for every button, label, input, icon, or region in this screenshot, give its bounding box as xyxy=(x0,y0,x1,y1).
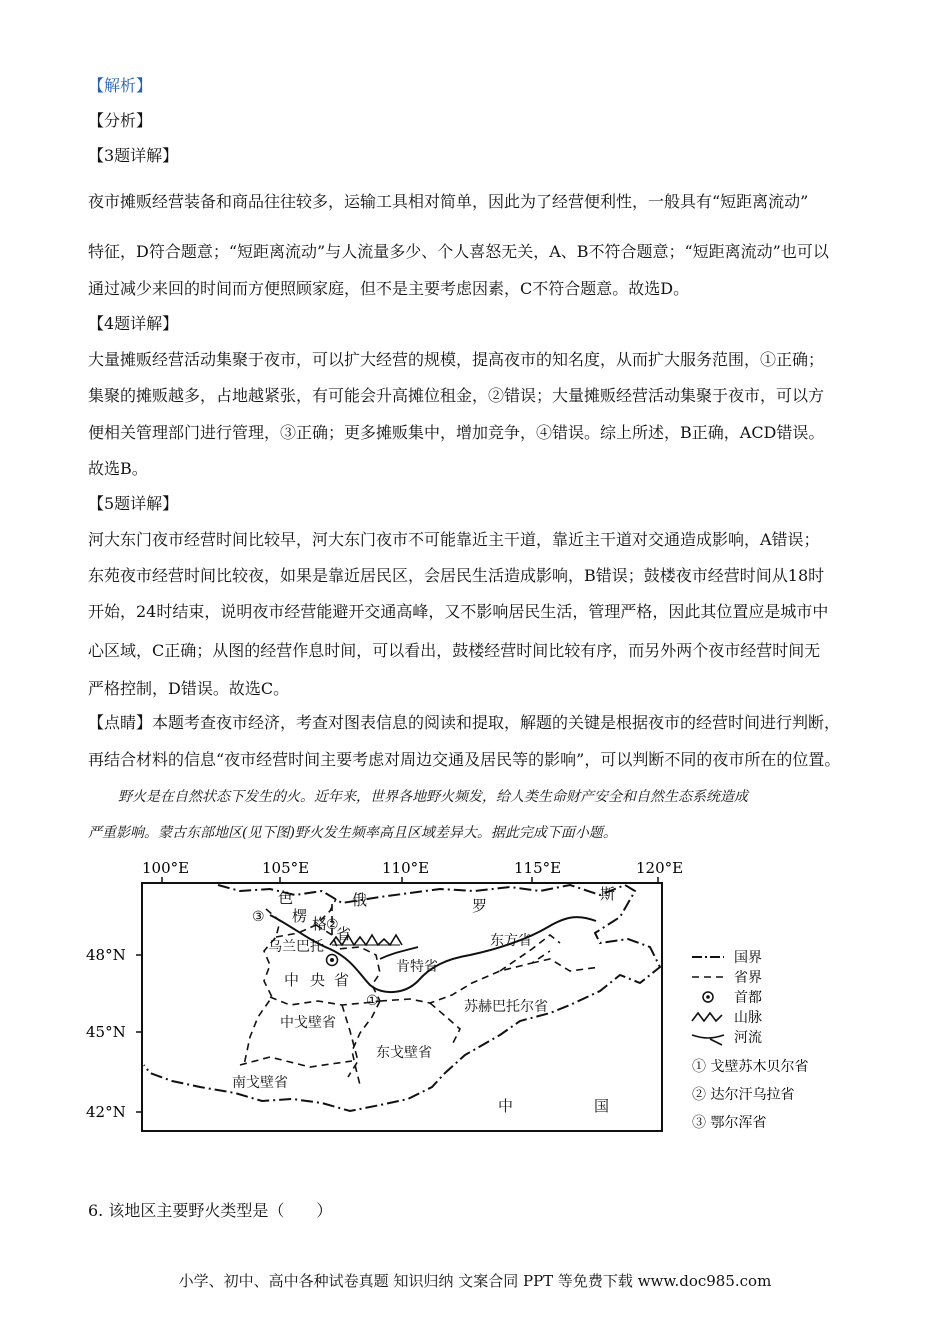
q4-line-2: 集聚的摊贩越多，占地越紧张，有可能会升高摊位租金，②错误；大量摊贩经营活动集聚于夜市，可以方 xyxy=(88,386,825,405)
capital-marker xyxy=(327,955,338,966)
intro-line-2: 严重影响。蒙古东部地区(见下图)野火发生频率高且区域差异大。据此完成下面小题。 xyxy=(88,825,617,841)
lon-label: 105°E xyxy=(262,859,310,877)
place-label: 央 xyxy=(310,971,326,989)
legend-note: ② 达尔汗乌拉省 xyxy=(692,1087,795,1103)
place-label: 格 xyxy=(312,915,328,933)
dianjing-line-1: 【点睛】本题考查夜市经济，考查对图表信息的阅读和提取，解题的关键是根据夜市的经营时间进行判断， xyxy=(88,713,841,732)
mongolia-wildfire-map xyxy=(80,855,820,1155)
place-label: 色 xyxy=(278,889,294,907)
place-label: 苏赫巴托尔省 xyxy=(464,999,548,1015)
place-label: 楞 xyxy=(292,907,308,925)
place-label: 中 xyxy=(498,1097,514,1115)
q5-line-5: 严格控制，D错误。故选C。 xyxy=(88,679,290,698)
place-label: ② xyxy=(326,917,339,933)
map-frame xyxy=(142,883,662,1131)
legend-label: 省界 xyxy=(734,970,762,986)
place-label: 罗 xyxy=(472,897,488,915)
q4-line-3: 便相关管理部门进行管理，③正确；更多摊贩集中，增加竞争，④错误。综上所述，B正确，ACD错误。 xyxy=(88,423,825,442)
place-label: 南戈壁省 xyxy=(232,1075,288,1091)
lon-label: 115°E xyxy=(514,859,562,877)
axis-ticks xyxy=(136,877,658,1112)
place-label: 肯特省 xyxy=(396,959,438,975)
q5-heading: 【5题详解】 xyxy=(88,494,179,513)
q4-line-4: 故选B。 xyxy=(88,459,148,478)
place-label: 东戈壁省 xyxy=(376,1045,432,1061)
lon-label: 120°E xyxy=(636,859,684,877)
analysis-heading: 【解析】 xyxy=(88,76,153,95)
legend-label: 河流 xyxy=(734,1030,762,1046)
legend-label: 首都 xyxy=(734,990,762,1006)
fenxi-heading: 【分析】 xyxy=(88,111,153,130)
q5-line-3: 开始，24时结束，说明夜市经营能避开交通高峰，又不影响居民生活，管理严格，因此其位置应是城市中 xyxy=(88,602,829,621)
place-label: 国 xyxy=(594,1097,610,1115)
place-label: 斯 xyxy=(600,885,616,903)
place-label: 俄 xyxy=(352,891,368,909)
river-branch xyxy=(380,947,418,959)
q3-heading: 【3题详解】 xyxy=(88,146,179,165)
legend-label: 国界 xyxy=(734,950,762,966)
place-label: ③ xyxy=(252,909,265,925)
intro-line-1: 野火是在自然状态下发生的火。近年来，世界各地野火频发，给人类生命财产安全和自然生态系统造成 xyxy=(118,789,748,805)
lat-label: 45°N xyxy=(86,1023,126,1041)
place-label: 省 xyxy=(334,971,350,989)
place-label: 东方省 xyxy=(490,933,532,949)
lon-label: 110°E xyxy=(382,859,430,877)
q3-line-3: 通过减少来回的时间而方便照顾家庭，但不是主要考虑因素，C不符合题意。故选D。 xyxy=(88,279,690,298)
dianjing-line-2: 再结合材料的信息“夜市经营时间主要考虑对周边交通及居民等的影响”，可以判断不同的夜市所在的位置。 xyxy=(88,750,841,769)
place-label: 省 xyxy=(336,925,352,943)
map-legend xyxy=(692,950,808,1131)
legend-note: ① 戈壁苏木贝尔省 xyxy=(692,1059,809,1075)
q4-line-1: 大量摊贩经营活动集聚于夜市，可以扩大经营的规模，提高夜市的知名度，从而扩大服务范围，①正确； xyxy=(88,350,825,369)
place-label: 中戈壁省 xyxy=(280,1015,336,1031)
q4-heading: 【4题详解】 xyxy=(88,314,179,333)
national-border xyxy=(144,885,660,1111)
q5-line-2: 东苑夜市经营时间比较夜，如果是靠近居民区，会居民生活造成影响，B错误；鼓楼夜市经营时间从18时 xyxy=(88,566,825,585)
question-6: 6. 该地区主要野火类型是（ ） xyxy=(88,1201,333,1220)
page-footer: 小学、初中、高中各种试卷真题 知识归纳 文案合同 PPT 等免费下载 www.doc985.com xyxy=(178,1272,772,1290)
legend-note: ③ 鄂尔浑省 xyxy=(692,1115,767,1131)
q3-line-1: 夜市摊贩经营装备和商品往往较多，运输工具相对简单，因此为了经营便利性，一般具有“短距离流动” xyxy=(88,192,809,211)
place-label: 中 xyxy=(284,971,300,989)
q5-line-4: 心区域，C正确；从图的经营作息时间，可以看出，鼓楼经营时间比较有序，而另外两个夜市经营时间无 xyxy=(88,641,821,660)
place-label: ① xyxy=(366,993,379,1009)
lat-label: 42°N xyxy=(86,1103,126,1121)
q3-line-2: 特征，D符合题意；“短距离流动”与人流量多少、个人喜怒无关，A、B不符合题意；“短距离流动”也可以 xyxy=(88,242,829,261)
q5-line-1: 河大东门夜市经营时间比较早，河大东门夜市不可能靠近主干道，靠近主干道对交通造成影响，A错误； xyxy=(88,530,820,549)
lat-label: 48°N xyxy=(86,946,126,964)
legend-label: 山脉 xyxy=(734,1010,762,1026)
lon-label: 100°E xyxy=(142,859,190,877)
place-label: 乌兰巴托 xyxy=(268,939,324,955)
